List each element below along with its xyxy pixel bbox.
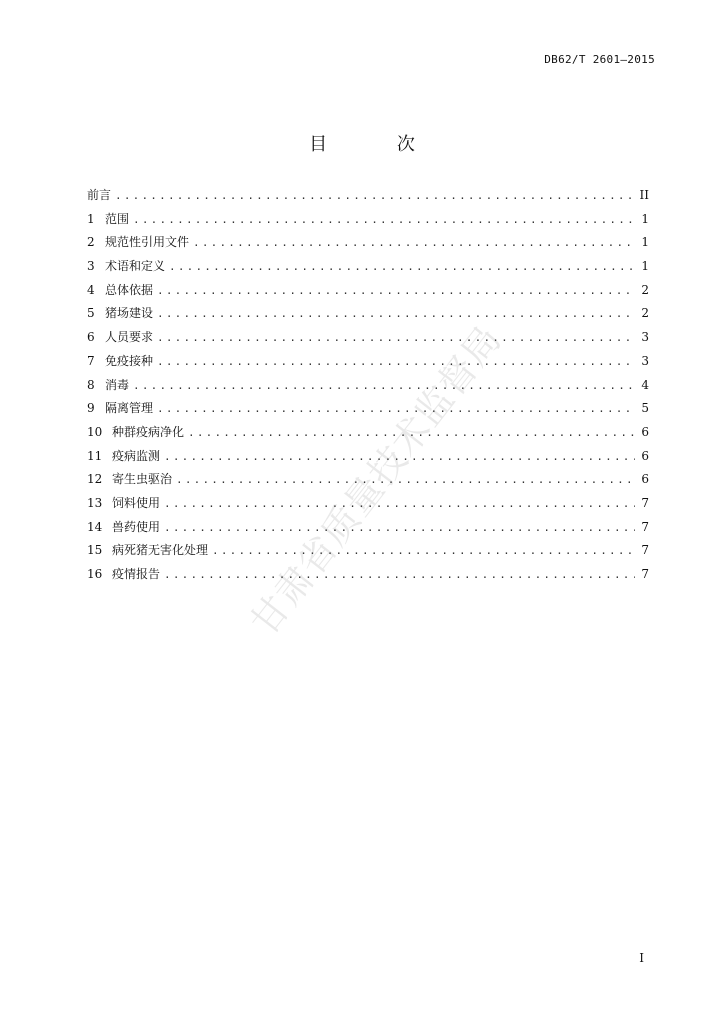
toc-entry-page: 2: [641, 282, 649, 297]
toc-entry-page: 7: [641, 543, 649, 558]
toc-entry-number: 13: [87, 495, 103, 510]
toc-leader-dots: [164, 568, 635, 581]
toc-entry[interactable]: [87, 565, 649, 589]
toc-entry[interactable]: [87, 281, 649, 305]
toc-leader-dots: [169, 260, 635, 273]
toc-leader-dots: [157, 284, 635, 297]
toc-leader-dots: [164, 450, 635, 463]
toc-entry-label: 兽药使用: [112, 519, 161, 534]
toc-entry-number: 12: [87, 472, 103, 487]
toc-entry[interactable]: [87, 470, 649, 494]
toc-entry-number: 11: [87, 448, 103, 463]
toc-leader-dots: [193, 236, 635, 249]
toc-entry[interactable]: [87, 304, 649, 328]
toc-entry-label: 隔离管理: [105, 401, 154, 416]
toc-entry-number: 9: [87, 401, 95, 416]
toc-entry-label: 人员要求: [105, 330, 154, 345]
toc-entry-page: 2: [641, 306, 649, 321]
toc-entry-page: 5: [641, 401, 649, 416]
toc-leader-dots: [157, 307, 635, 320]
toc-entry-page: 3: [641, 353, 649, 368]
toc-entry-label: 免疫接种: [105, 353, 154, 368]
toc-entry[interactable]: [87, 518, 649, 542]
toc-entry-label: 猪场建设: [105, 306, 154, 321]
toc-entry[interactable]: [87, 494, 649, 518]
toc-entry-label: 种群疫病净化: [112, 424, 185, 439]
toc-entry-label: 疫情报告: [112, 567, 161, 581]
toc-entry-page: II: [639, 188, 649, 202]
toc-leader-dots: [115, 189, 635, 202]
toc-entry[interactable]: [87, 541, 649, 565]
toc-entry[interactable]: [87, 447, 649, 471]
toc-entry-page: 3: [641, 330, 649, 345]
toc-entry-label: 范围: [105, 211, 130, 226]
toc-entry-number: 3: [87, 259, 95, 274]
toc-entry-page: 6: [641, 472, 649, 487]
toc-entry-number: 5: [87, 306, 95, 321]
toc-entry[interactable]: [87, 399, 649, 423]
toc-entry-number: 2: [87, 235, 95, 250]
toc-entry-number: 6: [87, 330, 95, 345]
page-title: 目 次: [309, 134, 447, 155]
toc-leader-dots: [133, 379, 635, 392]
toc-entry-number: 7: [87, 353, 95, 368]
toc-entry-label: 疫病监测: [112, 448, 161, 463]
toc-entry-label: 饲料使用: [112, 495, 161, 510]
toc-entry-label: 病死猪无害化处理: [112, 543, 209, 558]
toc-entry-label: 总体依据: [105, 282, 154, 297]
toc-entry-label: 规范性引用文件: [105, 235, 190, 250]
toc-entry-page: 6: [641, 448, 649, 463]
toc-entry-number: 1: [87, 211, 95, 226]
document-code: DB62/T 2601—2015: [544, 53, 655, 66]
toc-entry-number: 14: [87, 519, 103, 534]
toc-entry-label: 寄生虫驱治: [112, 472, 173, 487]
toc-entry[interactable]: [87, 376, 649, 400]
toc-entry-page: 1: [641, 211, 649, 226]
toc-leader-dots: [157, 331, 635, 344]
toc-entry-foreword[interactable]: [87, 186, 649, 210]
page-number: I: [639, 951, 644, 965]
toc-entry[interactable]: [87, 233, 649, 257]
toc-leader-dots: [212, 544, 635, 557]
toc-entry[interactable]: [87, 257, 649, 281]
toc-entry-number: 16: [87, 567, 103, 581]
toc-entry-label: 术语和定义: [105, 259, 166, 274]
toc-entry-page: 7: [641, 567, 649, 581]
toc-entry[interactable]: [87, 423, 649, 447]
toc-entry-number: 10: [87, 424, 103, 439]
toc-leader-dots: [176, 473, 635, 486]
toc-leader-dots: [133, 213, 635, 226]
toc-entry-number: 8: [87, 377, 95, 392]
toc-entry[interactable]: [87, 210, 649, 234]
table-of-contents: [87, 186, 649, 589]
toc-leader-dots: [164, 497, 635, 510]
toc-entry-page: 6: [641, 424, 649, 439]
toc-leader-dots: [157, 402, 635, 415]
toc-entry-page: 1: [641, 235, 649, 250]
toc-leader-dots: [188, 426, 635, 439]
toc-entry-number: 15: [87, 543, 103, 558]
toc-leader-dots: [157, 355, 635, 368]
toc-entry[interactable]: [87, 328, 649, 352]
toc-entry[interactable]: [87, 352, 649, 376]
toc-entry-page: 1: [641, 259, 649, 274]
toc-entry-number: 4: [87, 282, 95, 297]
toc-entry-page: 7: [641, 519, 649, 534]
watermark: 甘肃省质量技术监督局: [242, 317, 511, 644]
toc-entry-page: 7: [641, 495, 649, 510]
toc-entry-label: 前言: [87, 188, 112, 202]
toc-entry-label: 消毒: [105, 377, 130, 392]
toc-entry-page: 4: [641, 377, 649, 392]
toc-leader-dots: [164, 521, 635, 534]
